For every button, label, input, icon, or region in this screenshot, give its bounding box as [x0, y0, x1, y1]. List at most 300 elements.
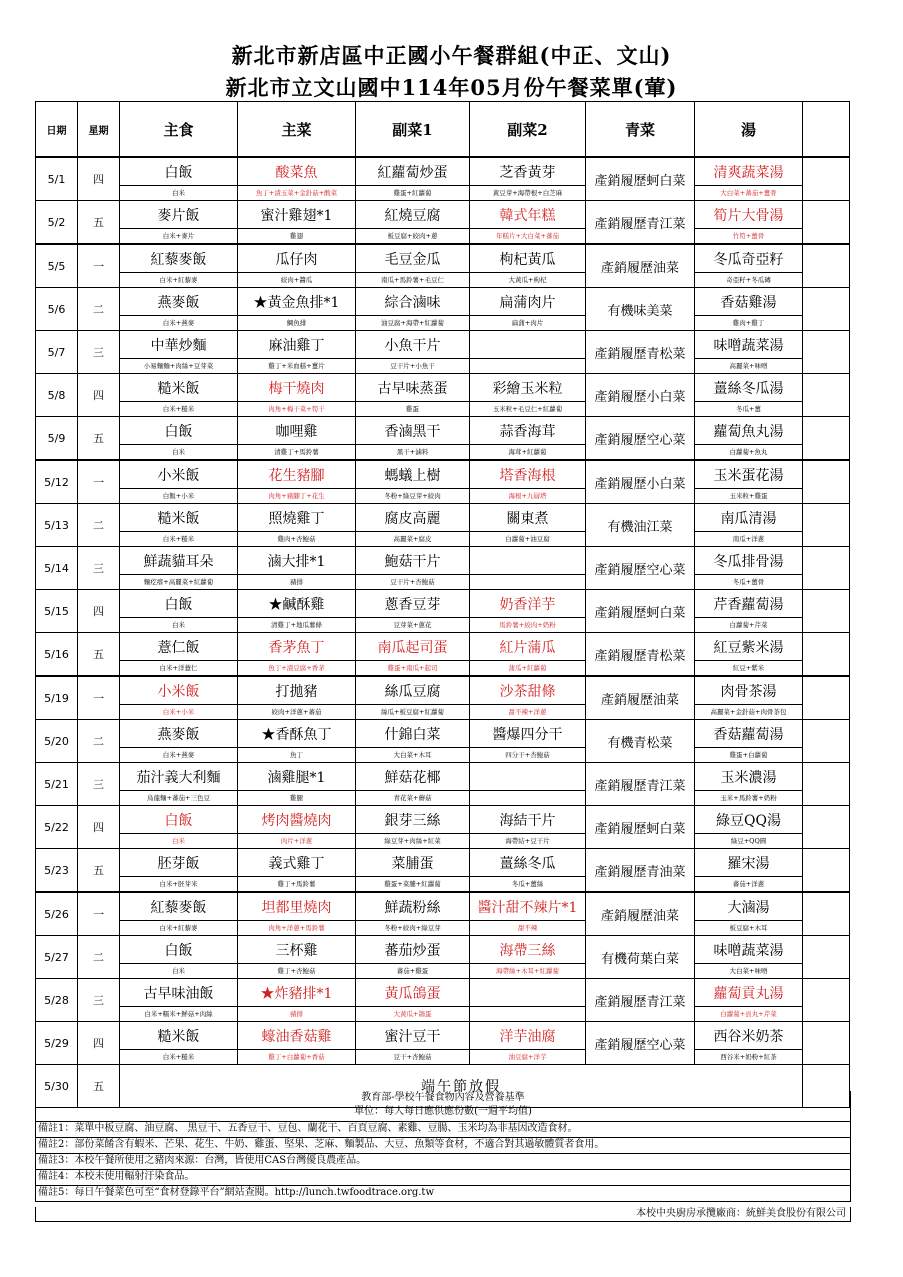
- side2-cell: [470, 979, 586, 1022]
- veg-cell: 產銷履歷小白菜: [586, 460, 695, 504]
- main-ingredients: 雞丁+米血糕+薑片: [238, 358, 355, 373]
- side1-ingredients: 豆干片+小魚干: [356, 358, 469, 373]
- main-ingredients: 雞丁+馬鈴薯: [238, 876, 355, 891]
- side1-ingredients: 雞蛋+南瓜+起司: [356, 660, 469, 675]
- main-dish-name: 梅干燒肉: [268, 381, 325, 397]
- soup-cell: [695, 547, 803, 590]
- veg-cell: 產銷履歷空心菜: [586, 1022, 695, 1065]
- veg-cell: 產銷履歷青松菜: [586, 331, 695, 374]
- side2-cell: [470, 460, 586, 504]
- table-row: [36, 417, 850, 461]
- staple-ingredients: 白米: [120, 833, 237, 848]
- main-dish-name: 瓜仔肉: [275, 252, 318, 268]
- standard-unit: 單位：每人每日應供應份數(一週平均值): [354, 1106, 532, 1117]
- staple-cell: [120, 590, 238, 633]
- veg-cell: 產銷履歷青江菜: [586, 979, 695, 1022]
- soup-dish-name: 香菇蘿蔔湯: [713, 727, 784, 743]
- side1-cell: [356, 892, 470, 936]
- main-ingredients: 雞腿: [238, 790, 355, 805]
- side1-cell: [356, 720, 470, 763]
- veg-cell: 產銷履歷空心菜: [586, 417, 695, 461]
- side1-dish-name: 螞蟻上樹: [384, 468, 441, 484]
- side2-cell: [470, 504, 586, 547]
- table-row: [36, 763, 850, 806]
- table-row: [36, 331, 850, 374]
- weekday-cell: 三: [78, 763, 120, 806]
- staple-ingredients: 白米+燕麥: [120, 747, 237, 762]
- main-dish-name: ★香酥魚丁: [261, 727, 332, 743]
- table-row: [36, 157, 850, 201]
- staple-cell: [120, 936, 238, 979]
- staple-cell: [120, 331, 238, 374]
- staple-ingredients: 白米+燕麥: [120, 315, 237, 330]
- soup-ingredients: 冬瓜+薑骨: [695, 574, 802, 589]
- side1-dish-name: 鮮菇花椰: [384, 770, 441, 786]
- veg-cell: 產銷履歷蚵白菜: [586, 157, 695, 201]
- side2-ingredients: [470, 1006, 585, 1021]
- main-dish-name: 義式雞丁: [268, 856, 325, 872]
- side1-cell: [356, 936, 470, 979]
- side1-ingredients: 高麗菜+腐皮: [356, 531, 469, 546]
- main-dish-name: 蜜汁雞翅*1: [260, 208, 333, 224]
- weekday-cell: 一: [78, 244, 120, 288]
- soup-ingredients: 南瓜+洋蔥: [695, 531, 802, 546]
- staple-ingredients: 白米+紅藜麥: [120, 272, 237, 287]
- side1-cell: [356, 157, 470, 201]
- staple-cell: [120, 504, 238, 547]
- veg-cell: 有機味美菜: [586, 288, 695, 331]
- side1-dish-name: 銀芽三絲: [384, 813, 441, 829]
- title-line2: 新北市立文山國中114年05月份午餐菜單(葷): [225, 75, 678, 100]
- side1-ingredients: 綠豆芽+肉絲+紅菜: [356, 833, 469, 848]
- staple-ingredients: 白飯+小米: [120, 488, 237, 503]
- main-cell: [238, 244, 356, 288]
- soup-cell: [695, 936, 803, 979]
- side2-dish-name: [470, 763, 585, 790]
- staple-dish-name: 小米飯: [157, 684, 200, 700]
- date-cell: 5/19: [36, 676, 78, 720]
- main-ingredients: 絞肉+洋蔥+蕃茄: [238, 704, 355, 719]
- veg-cell: 有機荷葉白菜: [586, 936, 695, 979]
- side2-cell: [470, 633, 586, 677]
- side2-ingredients: 大黃瓜+枸杞: [470, 272, 585, 287]
- side1-dish-name: 毛豆金瓜: [384, 252, 441, 268]
- side1-cell: [356, 676, 470, 720]
- side2-cell: [470, 720, 586, 763]
- main-dish-name: 打拋豬: [275, 684, 318, 700]
- table-row: [36, 676, 850, 720]
- side1-cell: [356, 504, 470, 547]
- side1-ingredients: 黑干+滷料: [356, 444, 469, 459]
- side2-cell: [470, 331, 586, 374]
- side2-cell: [470, 547, 586, 590]
- main-cell: [238, 374, 356, 417]
- staple-ingredients: 白米: [120, 963, 237, 978]
- staple-dish-name: 白飯: [164, 424, 193, 440]
- staple-ingredients: 白米+紅藜麥: [120, 920, 237, 935]
- main-ingredients: 豬排: [238, 1006, 355, 1021]
- blank-cell: [803, 849, 850, 893]
- date-cell: 5/13: [36, 504, 78, 547]
- side2-dish-name: 關東煮: [506, 511, 549, 527]
- side2-ingredients: 海根+九層塔: [470, 488, 585, 503]
- side1-ingredients: 雞蛋+菜脯+紅蘿蔔: [356, 876, 469, 891]
- side2-dish-name: 沙茶甜條: [499, 684, 556, 700]
- side1-cell: [356, 806, 470, 849]
- side2-ingredients: 四分干+杏鮑菇: [470, 747, 585, 762]
- weekday-cell: 五: [78, 1065, 120, 1108]
- main-dish-name: 麻油雞丁: [268, 338, 325, 354]
- side2-ingredients: [470, 358, 585, 373]
- staple-cell: [120, 1022, 238, 1065]
- staple-cell: [120, 157, 238, 201]
- side2-ingredients: 玉米粒+毛豆仁+紅蘿蔔: [470, 401, 585, 416]
- staple-cell: [120, 547, 238, 590]
- note-1: 備註1：菜單中板豆腐、油豆腐、 黑豆干、五香豆干、豆包、蘭花干、百頁豆腐、素雞、豆腸、玉米均為非基因改造食材。: [36, 1122, 850, 1138]
- staple-ingredients: 白米: [120, 617, 237, 632]
- side2-dish-name: 扁蒲肉片: [499, 295, 556, 311]
- vendor-line: [35, 1207, 851, 1222]
- side2-cell: [470, 849, 586, 893]
- main-ingredients: 魚丁+漬玉菜+金針菇+酸菜: [238, 185, 355, 200]
- side1-cell: [356, 979, 470, 1022]
- soup-dish-name: 芹香蘿蔔湯: [713, 597, 784, 613]
- header-date: 日期: [36, 102, 78, 158]
- main-cell: [238, 547, 356, 590]
- table-row: [36, 460, 850, 504]
- side1-dish-name: 菜脯蛋: [391, 856, 434, 872]
- veg-cell: 有機青松菜: [586, 720, 695, 763]
- side1-cell: [356, 633, 470, 677]
- side1-dish-name: 香滷黑干: [384, 424, 441, 440]
- weekday-cell: 五: [78, 417, 120, 461]
- side2-cell: [470, 936, 586, 979]
- blank-cell: [803, 1022, 850, 1065]
- blank-cell: [803, 892, 850, 936]
- staple-dish-name: 白飯: [164, 597, 193, 613]
- staple-cell: [120, 676, 238, 720]
- main-cell: [238, 504, 356, 547]
- table-row: [36, 979, 850, 1022]
- soup-cell: [695, 763, 803, 806]
- blank-cell: [803, 417, 850, 461]
- staple-dish-name: 糙米飯: [157, 511, 200, 527]
- staple-dish-name: 麥片飯: [157, 208, 200, 224]
- blank-cell: [803, 806, 850, 849]
- main-cell: [238, 460, 356, 504]
- side2-dish-name: 奶香洋芋: [499, 597, 556, 613]
- side2-cell: [470, 244, 586, 288]
- side2-cell: [470, 590, 586, 633]
- soup-dish-name: 玉米蛋花湯: [713, 468, 784, 484]
- soup-dish-name: 味噌蔬菜湯: [713, 943, 784, 959]
- blank-cell: [803, 460, 850, 504]
- main-cell: [238, 849, 356, 893]
- weekday-cell: 三: [78, 331, 120, 374]
- side1-cell: [356, 590, 470, 633]
- side2-dish-name: 塔香海根: [499, 468, 556, 484]
- weekday-cell: 五: [78, 849, 120, 893]
- staple-dish-name: 糙米飯: [157, 381, 200, 397]
- side2-dish-name: 紅片蒲瓜: [499, 640, 556, 656]
- side2-cell: [470, 417, 586, 461]
- note-2: 備註2：部份菜餚含有蝦米、芒果、花生、牛奶、雞蛋、堅果、芝麻、麵製品、大豆、魚類等食材，不適合對其過敏體質者食用。: [36, 1138, 850, 1154]
- main-cell: [238, 417, 356, 461]
- main-ingredients: 肉角+梅干菜+筍干: [238, 401, 355, 416]
- staple-cell: [120, 374, 238, 417]
- side1-dish-name: 蔥香豆芽: [384, 597, 441, 613]
- side1-dish-name: 鮑菇干片: [384, 554, 441, 570]
- header-row: [36, 102, 850, 158]
- soup-cell: [695, 1022, 803, 1065]
- staple-dish-name: 白飯: [164, 813, 193, 829]
- soup-dish-name: 蘿蔔魚丸湯: [713, 424, 784, 440]
- notes: [35, 1122, 851, 1202]
- side2-cell: [470, 201, 586, 245]
- table-row: [36, 590, 850, 633]
- soup-cell: [695, 504, 803, 547]
- date-cell: 5/28: [36, 979, 78, 1022]
- main-dish-name: 坦都里燒肉: [261, 900, 332, 916]
- header-main: 主菜: [238, 102, 356, 158]
- side1-ingredients: 冬粉+綠豆芽+絞肉: [356, 488, 469, 503]
- side2-dish-name: 韓式年糕: [499, 208, 556, 224]
- main-cell: [238, 201, 356, 245]
- main-ingredients: 雞丁+杏鮑菇: [238, 963, 355, 978]
- side1-ingredients: 雞蛋+紅蘿蔔: [356, 185, 469, 200]
- blank-cell: [803, 331, 850, 374]
- soup-cell: [695, 157, 803, 201]
- main-dish-name: 花生豬腳: [268, 468, 325, 484]
- main-ingredients: 雞翅: [238, 228, 355, 243]
- blank-cell: [803, 936, 850, 979]
- staple-dish-name: 白飯: [164, 943, 193, 959]
- blank-cell: [803, 720, 850, 763]
- weekday-cell: 三: [78, 979, 120, 1022]
- table-row: [36, 849, 850, 893]
- side2-ingredients: 扁蒲+肉片: [470, 315, 585, 330]
- veg-cell: 產銷履歷蚵白菜: [586, 590, 695, 633]
- side2-ingredients: 油豆腐+洋芋: [470, 1049, 585, 1064]
- side1-ingredients: 油豆腐+海帶+紅蘿蔔: [356, 315, 469, 330]
- main-ingredients: 肉片+洋蔥: [238, 833, 355, 848]
- side2-dish-name: 海帶三絲: [499, 943, 556, 959]
- soup-cell: [695, 849, 803, 893]
- soup-dish-name: 薑絲冬瓜湯: [713, 381, 784, 397]
- soup-ingredients: 白蘿蔔+貢丸+芹菜: [695, 1006, 802, 1021]
- header-side1: 副菜1: [356, 102, 470, 158]
- main-dish-name: ★鹹酥雞: [268, 597, 325, 613]
- main-cell: [238, 806, 356, 849]
- side1-dish-name: 紅蘿蔔炒蛋: [377, 165, 448, 181]
- soup-ingredients: 竹筍+薑骨: [695, 228, 802, 243]
- soup-dish-name: 綠豆QQ湯: [716, 813, 781, 829]
- soup-dish-name: 肉骨茶湯: [720, 684, 777, 700]
- date-cell: 5/29: [36, 1022, 78, 1065]
- staple-dish-name: 薏仁飯: [157, 640, 200, 656]
- soup-cell: [695, 331, 803, 374]
- staple-dish-name: 紅藜麥飯: [150, 900, 207, 916]
- header-soup: 湯: [695, 102, 803, 158]
- weekday-cell: 四: [78, 157, 120, 201]
- soup-dish-name: 西谷米奶茶: [713, 1029, 784, 1045]
- weekday-cell: 一: [78, 460, 120, 504]
- staple-dish-name: 燕麥飯: [157, 727, 200, 743]
- main-ingredients: 清雞丁+地瓜薯條: [238, 617, 355, 632]
- side2-cell: [470, 374, 586, 417]
- side1-ingredients: 蕃茄+雞蛋: [356, 963, 469, 978]
- date-cell: 5/9: [36, 417, 78, 461]
- veg-cell: 產銷履歷油菜: [586, 892, 695, 936]
- soup-dish-name: 紅豆紫米湯: [713, 640, 784, 656]
- soup-ingredients: 玉米+馬鈴薯+奶粉: [695, 790, 802, 805]
- soup-ingredients: 大白菜+味噌: [695, 963, 802, 978]
- main-cell: [238, 720, 356, 763]
- side2-cell: [470, 806, 586, 849]
- table-row: [36, 892, 850, 936]
- soup-cell: [695, 201, 803, 245]
- side2-ingredients: 海茸+紅蘿蔔: [470, 444, 585, 459]
- side2-dish-name: 芝香黃芽: [499, 165, 556, 181]
- soup-dish-name: 清爽蔬菜湯: [713, 165, 784, 181]
- side2-dish-name: 枸杞黃瓜: [499, 252, 556, 268]
- soup-dish-name: 大滷湯: [727, 900, 770, 916]
- veg-cell: 產銷履歷青江菜: [586, 201, 695, 245]
- blank-cell: [803, 633, 850, 677]
- date-cell: 5/23: [36, 849, 78, 893]
- date-cell: 5/21: [36, 763, 78, 806]
- side1-ingredients: 豆干片+杏鮑菇: [356, 574, 469, 589]
- weekday-cell: 四: [78, 374, 120, 417]
- side2-cell: [470, 763, 586, 806]
- main-cell: [238, 590, 356, 633]
- date-cell: 5/7: [36, 331, 78, 374]
- soup-ingredients: 板豆腐+木耳: [695, 920, 802, 935]
- veg-cell: 產銷履歷小白菜: [586, 374, 695, 417]
- soup-ingredients: 白蘿蔔+魚丸: [695, 444, 802, 459]
- table-row: [36, 288, 850, 331]
- side2-ingredients: [470, 790, 585, 805]
- side2-dish-name: 醬汁甜不辣片*1: [477, 900, 578, 916]
- main-cell: [238, 763, 356, 806]
- main-cell: [238, 1022, 356, 1065]
- soup-ingredients: 大白菜+蕃茄+薑骨: [695, 185, 802, 200]
- veg-cell: 產銷履歷油菜: [586, 676, 695, 720]
- weekday-cell: 二: [78, 720, 120, 763]
- weekday-cell: 五: [78, 633, 120, 677]
- main-dish-name: 烤肉醬燒肉: [261, 813, 332, 829]
- main-cell: [238, 936, 356, 979]
- side1-ingredients: 板豆腐+絞肉+蔥: [356, 228, 469, 243]
- table-row: [36, 806, 850, 849]
- main-dish-name: 滷雞腿*1: [267, 770, 326, 786]
- table-row: [36, 547, 850, 590]
- soup-dish-name: 玉米濃湯: [720, 770, 777, 786]
- soup-dish-name: 南瓜清湯: [720, 511, 777, 527]
- side2-dish-name: 薑絲冬瓜: [499, 856, 556, 872]
- staple-dish-name: 古早味油飯: [143, 986, 214, 1002]
- side1-ingredients: 雞蛋: [356, 401, 469, 416]
- soup-ingredients: 玉米粒+雞蛋: [695, 488, 802, 503]
- table-row: [36, 633, 850, 677]
- side2-dish-name: [470, 547, 585, 574]
- note-3: 備註3：本校午餐所使用之豬肉來源：台灣，皆使用CAS台灣優良農產品。: [36, 1154, 850, 1170]
- side1-dish-name: 小魚干片: [384, 338, 441, 354]
- date-cell: 5/12: [36, 460, 78, 504]
- weekday-cell: 三: [78, 547, 120, 590]
- main-dish-name: 香茅魚丁: [268, 640, 325, 656]
- staple-ingredients: 白米+小米: [120, 704, 237, 719]
- side1-dish-name: 南瓜起司蛋: [377, 640, 448, 656]
- side1-cell: [356, 288, 470, 331]
- table-row: [36, 1022, 850, 1065]
- soup-cell: [695, 244, 803, 288]
- weekday-cell: 四: [78, 1022, 120, 1065]
- side2-ingredients: 冬瓜+薑絲: [470, 876, 585, 891]
- weekday-cell: 一: [78, 676, 120, 720]
- staple-cell: [120, 892, 238, 936]
- holiday-text: 端午節放假: [120, 1065, 803, 1108]
- soup-ingredients: 蕃茄+洋蔥: [695, 876, 802, 891]
- soup-dish-name: 筍片大骨湯: [713, 208, 784, 224]
- weekday-cell: 四: [78, 806, 120, 849]
- soup-cell: [695, 460, 803, 504]
- staple-dish-name: 鮮蔬貓耳朵: [143, 554, 214, 570]
- main-ingredients: 魚丁+漬豆腐+香茅: [238, 660, 355, 675]
- date-cell: 5/26: [36, 892, 78, 936]
- main-ingredients: 豬排: [238, 574, 355, 589]
- veg-cell: 產銷履歷青油菜: [586, 849, 695, 893]
- blank-cell: [803, 157, 850, 201]
- main-dish-name: ★炸豬排*1: [260, 986, 333, 1002]
- side1-dish-name: 絲瓜豆腐: [384, 684, 441, 700]
- blank-cell: [803, 288, 850, 331]
- weekday-cell: 四: [78, 590, 120, 633]
- vendor-text: 本校中央廚房承攬廠商：統鮮美食股份有限公司: [636, 1208, 846, 1219]
- veg-cell: 產銷履歷青江菜: [586, 763, 695, 806]
- soup-dish-name: 冬瓜排骨湯: [713, 554, 784, 570]
- staple-cell: [120, 417, 238, 461]
- weekday-cell: 一: [78, 892, 120, 936]
- side2-dish-name: [470, 979, 585, 1006]
- soup-ingredients: 奇亞籽+冬瓜磚: [695, 272, 802, 287]
- soup-dish-name: 冬瓜奇亞籽: [713, 252, 784, 268]
- soup-ingredients: 雞肉+雞丁: [695, 315, 802, 330]
- soup-cell: [695, 417, 803, 461]
- main-dish-name: 蠔油香菇雞: [261, 1029, 332, 1045]
- table-row: [36, 374, 850, 417]
- staple-ingredients: 白米+糯米+鮮菇+肉絲: [120, 1006, 237, 1021]
- staple-cell: [120, 244, 238, 288]
- date-cell: 5/20: [36, 720, 78, 763]
- staple-cell: [120, 806, 238, 849]
- staple-dish-name: 中華炒麵: [150, 338, 207, 354]
- staple-dish-name: 茄汁義大利麵: [136, 770, 221, 786]
- table-row: [36, 244, 850, 288]
- main-ingredients: 鯛魚排: [238, 315, 355, 330]
- main-cell: [238, 676, 356, 720]
- blank-cell: [803, 590, 850, 633]
- side1-cell: [356, 460, 470, 504]
- table-row: [36, 201, 850, 245]
- staple-ingredients: 白米+糙米: [120, 1049, 237, 1064]
- staple-dish-name: 紅藜麥飯: [150, 252, 207, 268]
- side1-cell: [356, 201, 470, 245]
- staple-ingredients: 白米: [120, 444, 237, 459]
- main-cell: [238, 633, 356, 677]
- side1-cell: [356, 244, 470, 288]
- soup-cell: [695, 892, 803, 936]
